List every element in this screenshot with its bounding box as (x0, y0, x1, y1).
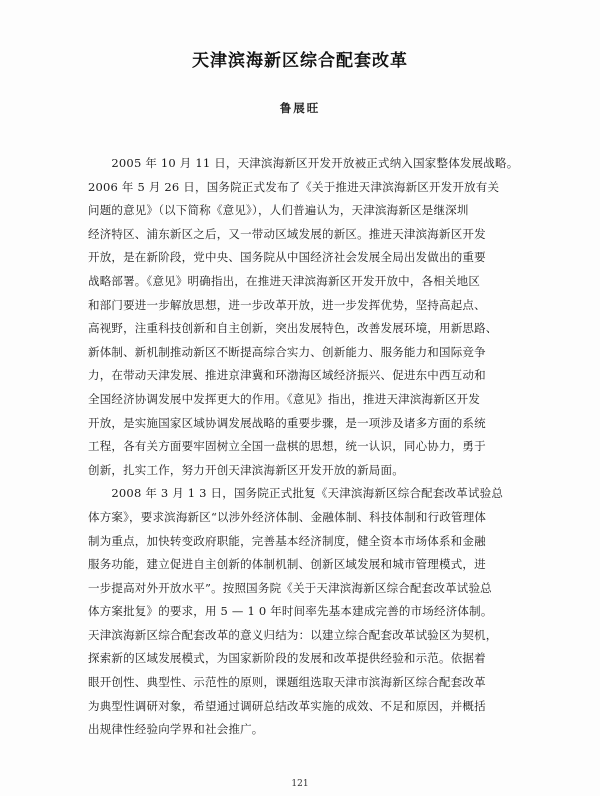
text-line: 眼开创性、典型性、示范性的原则，课题组选取天津市滨海新区综合配套改革 (88, 675, 486, 690)
text-line: 2005 年 10 月 11 日，天津滨海新区开发开放被正式纳入国家整体发展战略。 (88, 156, 519, 170)
text-line: 创新，扎实工作，努力开创天津滨海新区开发开放的新局面。 (88, 462, 404, 477)
page-number: 121 (291, 779, 309, 789)
text-line: 2008 年 3 月 1 3 日，国务院正式批复《天津滨海新区综合配套改革试验总 (88, 486, 504, 501)
author-name: 鲁展旺 (279, 101, 321, 115)
body-text (88, 152, 528, 742)
text-line: 体方案》，要求滨海新区“以涉外经济体制、金融体制、科技体制和行政管理体 (88, 509, 487, 524)
text-line: 全国经济协调发展中发挥更大的作用。《意见》指出，推进天津滨海新区开发 (88, 391, 481, 406)
text-line: 制为重点，加快转变政府职能，完善基本经济制度，健全资本市场体系和金融 (88, 533, 486, 548)
document-title: 天津滨海新区综合配套改革 (192, 51, 408, 71)
text-line: 一步提高对外开放水平”。按照国务院《关于天津滨海新区综合配套改革试验总 (88, 580, 492, 595)
text-line: 服务功能，建立促进自主创新的体制机制、创新区域发展和城市管理模式，进 (88, 557, 486, 572)
text-line: 力，在带动天津发展、推进京津冀和环渤海区域经济振兴、促进东中西互动和 (88, 368, 486, 383)
text-line: 开放，是实施国家区域协调发展战略的重要步骤，是一项涉及诸多方面的系统 (88, 415, 486, 430)
text-line: 天津滨海新区综合配套改革的意义归结为：以建立综合配套改革试验区为契机， (88, 627, 498, 642)
text-line: 高视野，注重科技创新和自主创新，突出发展特色，改善发展环境，用新思路、 (88, 321, 498, 336)
text-line: 体方案批复》的要求，用 5 — 1 0 年时间率先基本建成完善的市场经济体制。 (88, 604, 493, 619)
text-line: 新体制、新机制推动新区不断提高综合实力、创新能力、服务能力和国际竞争 (88, 344, 486, 359)
text-line: 探索新的区域发展模式，为国家新阶段的发展和改革提供经验和示范。依据着 (88, 651, 486, 666)
text-line: 为典型性调研对象，希望通过调研总结改革实施的成效、不足和原因，并概括 (88, 698, 486, 713)
text-line: 工程，各有关方面要牢固树立全国一盘棋的思想，统一认识，同心协力，勇于 (88, 439, 486, 454)
text-line: 开放，是在新阶段，党中央、国务院从中国经济社会发展全局出发做出的重要 (88, 250, 486, 265)
text-line: 2006 年 5 月 26 日，国务院正式发布了《关于推进天津滨海新区开发开放有关 (88, 179, 500, 194)
text-line: 和部门要进一步解放思想，进一步改革开放，进一步发挥优势，坚持高起点、 (88, 297, 486, 312)
text-line: 出规律性经验向学界和社会推广。 (88, 722, 264, 737)
text-line: 经济特区、浦东新区之后，又一带动区域发展的新区。推进天津滨海新区开发 (88, 226, 486, 241)
text-line: 战略部署。《意见》明确指出，在推进天津滨海新区开发开放中，各相关地区 (88, 273, 481, 288)
text-line: 问题的意见》（以下简称《意见》），人们普遍认为，天津滨海新区是继深圳 (88, 203, 469, 218)
